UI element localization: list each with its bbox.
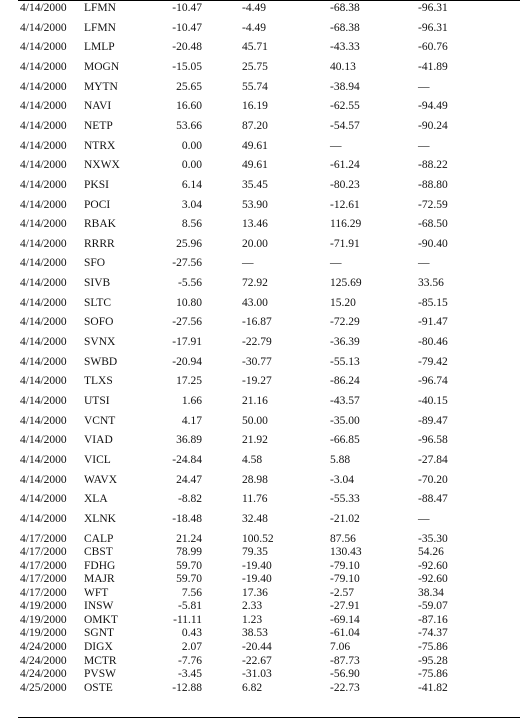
table-row	[0, 314, 520, 330]
date-cell: 4/14/2000	[20, 2, 67, 14]
value-cell-4: -96.31	[418, 21, 448, 34]
value-cell-2: 20.00	[242, 237, 268, 250]
ticker-cell: XLA	[84, 493, 108, 506]
value-cell-4: -92.60	[418, 573, 448, 586]
date-cell: 4/24/2000	[20, 668, 67, 681]
ticker-cell: SWBD	[84, 355, 118, 368]
value-cell-2: 21.16	[242, 395, 268, 407]
table-row	[0, 472, 520, 488]
value-cell-4: -90.40	[418, 237, 448, 250]
value-cell-2: 4.58	[242, 453, 263, 466]
value-cell-3: -12.61	[330, 198, 360, 211]
table-row	[0, 236, 520, 252]
value-cell-3: -79.10	[330, 559, 360, 572]
value-cell-4: -96.31	[418, 2, 448, 14]
value-cell-3: -55.33	[330, 493, 360, 506]
ticker-cell: CBST	[84, 546, 113, 559]
value-cell-1: -27.56	[172, 257, 202, 270]
value-cell-4: —	[418, 257, 430, 270]
value-cell-1: -17.91	[172, 336, 202, 349]
value-cell-3: —	[330, 139, 342, 152]
date-cell: 4/14/2000	[20, 21, 67, 34]
value-cell-1: 16.60	[176, 100, 202, 113]
ticker-cell: VCNT	[84, 414, 116, 427]
value-cell-1: 1.66	[181, 395, 202, 407]
table-row	[0, 432, 520, 448]
value-cell-1: -20.94	[172, 355, 202, 368]
value-cell-4: -96.58	[418, 434, 448, 447]
value-cell-1: -18.48	[172, 512, 202, 525]
table-row	[0, 118, 520, 134]
value-cell-3: 40.13	[330, 60, 356, 73]
ticker-cell: NTRX	[84, 139, 116, 152]
ticker-cell: OMKT	[84, 613, 118, 626]
table-row	[0, 0, 520, 16]
ticker-cell: LMLP	[84, 41, 115, 54]
date-cell: 4/17/2000	[20, 573, 67, 586]
value-cell-1: -8.82	[178, 493, 202, 506]
value-cell-4: 38.34	[418, 586, 444, 599]
ticker-cell: LFMN	[84, 21, 116, 34]
ticker-cell: MYTN	[84, 80, 118, 93]
date-cell: 4/14/2000	[20, 316, 67, 329]
table-row	[0, 197, 520, 213]
value-cell-1: 7.56	[181, 586, 202, 599]
date-cell: 4/14/2000	[20, 80, 67, 93]
value-cell-2: 38.53	[242, 627, 268, 640]
date-cell: 4/14/2000	[20, 473, 67, 486]
table-row	[0, 373, 520, 389]
date-cell: 4/17/2000	[20, 586, 67, 599]
value-cell-1: 4.17	[181, 414, 202, 427]
value-cell-3: -61.04	[330, 627, 360, 640]
value-cell-1: -12.88	[172, 681, 202, 694]
value-cell-1: 17.25	[176, 375, 202, 388]
date-cell: 4/14/2000	[20, 336, 67, 349]
date-cell: 4/14/2000	[20, 453, 67, 466]
value-cell-3: -54.57	[330, 119, 360, 132]
value-cell-1: 59.70	[176, 559, 202, 572]
value-cell-3: -43.57	[330, 395, 360, 407]
value-cell-1: 3.04	[181, 198, 202, 211]
date-cell: 4/14/2000	[20, 139, 67, 152]
value-cell-3: -21.02	[330, 512, 360, 525]
value-cell-3: -86.24	[330, 375, 360, 388]
ticker-cell: NETP	[84, 119, 113, 132]
value-cell-4: 33.56	[418, 277, 444, 290]
value-cell-4: -90.24	[418, 119, 448, 132]
date-cell: 4/14/2000	[20, 395, 67, 407]
value-cell-4: -88.22	[418, 159, 448, 172]
table-row	[0, 413, 520, 429]
value-cell-1: -10.47	[172, 21, 202, 34]
value-cell-1: 59.70	[176, 573, 202, 586]
value-cell-2: 87.20	[242, 119, 268, 132]
value-cell-1: 24.47	[176, 473, 202, 486]
value-cell-4: —	[418, 80, 430, 93]
value-cell-1: 78.99	[176, 546, 202, 559]
ticker-cell: FDHG	[84, 559, 116, 572]
value-cell-3: 7.06	[330, 640, 351, 653]
value-cell-2: 21.92	[242, 434, 268, 447]
value-cell-4: 54.26	[418, 546, 444, 559]
value-cell-3: -22.73	[330, 681, 360, 694]
ticker-cell: CALP	[84, 532, 114, 545]
value-cell-2: -19.27	[242, 375, 272, 388]
ticker-cell: SFO	[84, 257, 106, 270]
value-cell-2: —	[242, 257, 254, 270]
value-cell-3: 116.29	[330, 218, 362, 231]
value-cell-1: 21.24	[176, 532, 202, 545]
value-cell-4: -40.15	[418, 395, 448, 407]
value-cell-2: 100.52	[242, 532, 274, 545]
table-row	[0, 295, 520, 311]
value-cell-2: 35.45	[242, 178, 268, 191]
value-cell-4: -41.82	[418, 681, 448, 694]
value-cell-3: -56.90	[330, 668, 360, 681]
value-cell-4: -88.47	[418, 493, 448, 506]
value-cell-2: -31.03	[242, 668, 272, 681]
value-cell-1: 0.00	[181, 139, 202, 152]
value-cell-2: 16.19	[242, 100, 268, 113]
ticker-cell: SLTC	[84, 296, 112, 309]
date-cell: 4/14/2000	[20, 218, 67, 231]
value-cell-3: —	[330, 257, 342, 270]
value-cell-2: 49.61	[242, 159, 268, 172]
table-row	[0, 680, 520, 696]
value-cell-3: -87.73	[330, 654, 360, 667]
value-cell-4: -92.60	[418, 559, 448, 572]
ticker-cell: PVSW	[84, 668, 116, 681]
ticker-cell: XLNK	[84, 512, 116, 525]
value-cell-4: —	[418, 512, 430, 525]
value-cell-2: 1.23	[242, 613, 263, 626]
table-row	[0, 20, 520, 36]
value-cell-4: -94.49	[418, 100, 448, 113]
date-cell: 4/14/2000	[20, 237, 67, 250]
value-cell-1: -5.56	[178, 277, 202, 290]
value-cell-4: —	[418, 139, 430, 152]
ticker-cell: RRRR	[84, 237, 115, 250]
value-cell-3: -69.14	[330, 613, 360, 626]
date-cell: 4/19/2000	[20, 627, 67, 640]
value-cell-3: -72.29	[330, 316, 360, 329]
value-cell-1: -20.48	[172, 41, 202, 54]
value-cell-3: 87.56	[330, 532, 356, 545]
value-cell-1: 2.07	[181, 640, 202, 653]
value-cell-4: -75.86	[418, 668, 448, 681]
value-cell-1: 0.00	[181, 159, 202, 172]
value-cell-3: -80.23	[330, 178, 360, 191]
value-cell-1: -10.47	[172, 2, 202, 14]
value-cell-4: -89.47	[418, 414, 448, 427]
value-cell-4: -75.86	[418, 640, 448, 653]
value-cell-4: -35.30	[418, 532, 448, 545]
value-cell-3: -27.91	[330, 600, 360, 613]
value-cell-2: 11.76	[242, 493, 268, 506]
table-row	[0, 491, 520, 507]
value-cell-1: -3.45	[178, 668, 202, 681]
date-cell: 4/14/2000	[20, 414, 67, 427]
date-cell: 4/19/2000	[20, 600, 67, 613]
value-cell-1: 10.80	[176, 296, 202, 309]
value-cell-2: 49.61	[242, 139, 268, 152]
value-cell-2: 45.71	[242, 41, 268, 54]
table-row	[0, 216, 520, 232]
value-cell-3: -55.13	[330, 355, 360, 368]
value-cell-2: 17.36	[242, 586, 268, 599]
value-cell-2: 55.74	[242, 80, 268, 93]
value-cell-1: 8.56	[181, 218, 202, 231]
ticker-cell: SIVB	[84, 277, 111, 290]
table-row	[0, 138, 520, 154]
value-cell-4: -70.20	[418, 473, 448, 486]
table-row	[0, 79, 520, 95]
date-cell: 4/24/2000	[20, 640, 67, 653]
date-cell: 4/14/2000	[20, 159, 67, 172]
value-cell-4: -85.15	[418, 296, 448, 309]
value-cell-4: -60.76	[418, 41, 448, 54]
value-cell-1: -11.11	[173, 613, 202, 626]
value-cell-2: -22.79	[242, 336, 272, 349]
date-cell: 4/17/2000	[20, 546, 67, 559]
date-cell: 4/14/2000	[20, 198, 67, 211]
value-cell-1: 0.43	[181, 627, 202, 640]
table-row	[0, 39, 520, 55]
ticker-cell: TLXS	[84, 375, 113, 388]
value-cell-3: -43.33	[330, 41, 360, 54]
table-row	[0, 177, 520, 193]
value-cell-3: -62.55	[330, 100, 360, 113]
value-cell-4: -88.80	[418, 178, 448, 191]
ticker-cell: RBAK	[84, 218, 116, 231]
value-cell-2: 2.33	[242, 600, 263, 613]
table-row	[0, 275, 520, 291]
date-cell: 4/19/2000	[20, 613, 67, 626]
value-cell-2: -20.44	[242, 640, 272, 653]
value-cell-2: -22.67	[242, 654, 272, 667]
ticker-cell: MOGN	[84, 60, 120, 73]
value-cell-3: 5.88	[330, 453, 351, 466]
value-cell-4: -59.07	[418, 600, 448, 613]
value-cell-2: 25.75	[242, 60, 268, 73]
date-cell: 4/14/2000	[20, 60, 67, 73]
value-cell-1: -24.84	[172, 453, 202, 466]
value-cell-2: 6.82	[242, 681, 263, 694]
date-cell: 4/14/2000	[20, 493, 67, 506]
table-row	[0, 157, 520, 173]
table-bottom-rule	[18, 717, 520, 718]
date-cell: 4/14/2000	[20, 512, 67, 525]
date-cell: 4/14/2000	[20, 277, 67, 290]
date-cell: 4/14/2000	[20, 257, 67, 270]
date-cell: 4/24/2000	[20, 654, 67, 667]
value-cell-4: -79.42	[418, 355, 448, 368]
table-row	[0, 255, 520, 271]
date-cell: 4/14/2000	[20, 375, 67, 388]
value-cell-4: -27.84	[418, 453, 448, 466]
value-cell-2: 43.00	[242, 296, 268, 309]
value-cell-3: -66.85	[330, 434, 360, 447]
ticker-cell: VIAD	[84, 434, 113, 447]
value-cell-4: -68.50	[418, 218, 448, 231]
value-cell-4: -41.89	[418, 60, 448, 73]
value-cell-3: 125.69	[330, 277, 362, 290]
table-row	[0, 393, 520, 409]
value-cell-2: 79.35	[242, 546, 268, 559]
value-cell-1: 36.89	[176, 434, 202, 447]
value-cell-3: -35.00	[330, 414, 360, 427]
ticker-cell: WFT	[84, 586, 109, 599]
value-cell-3: -3.04	[330, 473, 354, 486]
value-cell-1: -15.05	[172, 60, 202, 73]
value-cell-1: -5.81	[178, 600, 202, 613]
value-cell-3: -71.91	[330, 237, 360, 250]
value-cell-2: 50.00	[242, 414, 268, 427]
value-cell-1: 6.14	[181, 178, 202, 191]
ticker-cell: WAVX	[84, 473, 118, 486]
ticker-cell: SOFO	[84, 316, 114, 329]
value-cell-1: -7.76	[178, 654, 202, 667]
value-cell-4: -91.47	[418, 316, 448, 329]
ticker-cell: UTSI	[84, 395, 110, 407]
ticker-cell: LFMN	[84, 2, 116, 14]
table-row	[0, 98, 520, 114]
date-cell: 4/14/2000	[20, 178, 67, 191]
ticker-cell: MCTR	[84, 654, 117, 667]
table-row	[0, 334, 520, 350]
ticker-cell: NAVI	[84, 100, 112, 113]
value-cell-2: -19.40	[242, 573, 272, 586]
value-cell-2: -30.77	[242, 355, 272, 368]
table-row	[0, 59, 520, 75]
ticker-cell: VICL	[84, 453, 111, 466]
table-row	[0, 452, 520, 468]
date-cell: 4/14/2000	[20, 41, 67, 54]
value-cell-4: -72.59	[418, 198, 448, 211]
value-cell-2: -4.49	[242, 21, 266, 34]
value-cell-1: 25.65	[176, 80, 202, 93]
value-cell-3: 15.20	[330, 296, 356, 309]
table-row	[0, 354, 520, 370]
value-cell-2: -19.40	[242, 559, 272, 572]
value-cell-3: -38.94	[330, 80, 360, 93]
value-cell-3: 130.43	[330, 546, 362, 559]
value-cell-4: -95.28	[418, 654, 448, 667]
ticker-cell: DIGX	[84, 640, 113, 653]
date-cell: 4/17/2000	[20, 559, 67, 572]
value-cell-3: -68.38	[330, 21, 360, 34]
value-cell-2: 32.48	[242, 512, 268, 525]
ticker-cell: OSTE	[84, 681, 113, 694]
date-cell: 4/14/2000	[20, 355, 67, 368]
value-cell-1: -27.56	[172, 316, 202, 329]
ticker-cell: SVNX	[84, 336, 116, 349]
table-row	[0, 511, 520, 527]
value-cell-3: -79.10	[330, 573, 360, 586]
ticker-cell: NXWX	[84, 159, 120, 172]
value-cell-3: -61.24	[330, 159, 360, 172]
date-cell: 4/17/2000	[20, 532, 67, 545]
value-cell-2: 13.46	[242, 218, 268, 231]
date-cell: 4/14/2000	[20, 434, 67, 447]
value-cell-1: 25.96	[176, 237, 202, 250]
value-cell-3: -2.57	[330, 586, 354, 599]
ticker-cell: PKSI	[84, 178, 109, 191]
date-cell: 4/25/2000	[20, 681, 67, 694]
value-cell-2: -4.49	[242, 2, 266, 14]
value-cell-4: -87.16	[418, 613, 448, 626]
ticker-cell: POCI	[84, 198, 111, 211]
ticker-cell: SGNT	[84, 627, 115, 640]
value-cell-2: -16.87	[242, 316, 272, 329]
value-cell-2: 53.90	[242, 198, 268, 211]
value-cell-4: -80.46	[418, 336, 448, 349]
value-cell-3: -36.39	[330, 336, 360, 349]
date-cell: 4/14/2000	[20, 119, 67, 132]
date-cell: 4/14/2000	[20, 100, 67, 113]
value-cell-2: 28.98	[242, 473, 268, 486]
value-cell-4: -96.74	[418, 375, 448, 388]
ticker-cell: MAJR	[84, 573, 115, 586]
value-cell-4: -74.37	[418, 627, 448, 640]
value-cell-1: 53.66	[176, 119, 202, 132]
value-cell-2: 72.92	[242, 277, 268, 290]
ticker-cell: INSW	[84, 600, 114, 613]
date-cell: 4/14/2000	[20, 296, 67, 309]
value-cell-3: -68.38	[330, 2, 360, 14]
